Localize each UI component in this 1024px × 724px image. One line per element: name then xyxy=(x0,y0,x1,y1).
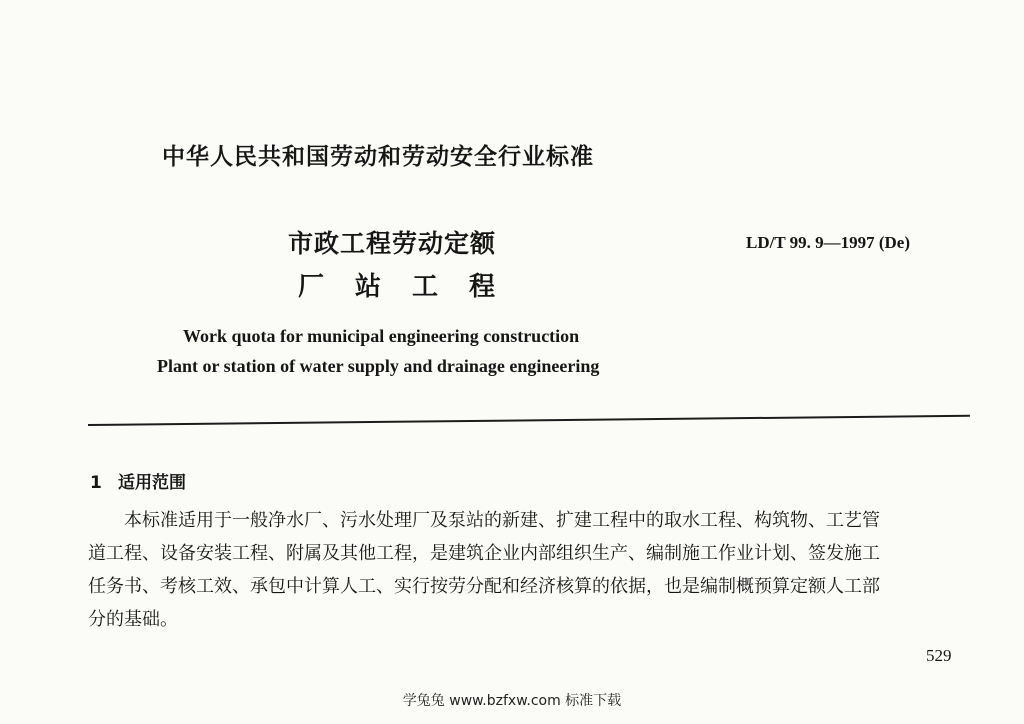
standard-code: LD/T 99. 9—1997 (De) xyxy=(746,233,911,252)
section-heading xyxy=(90,468,186,493)
standard-subtitle: 厂站工程 xyxy=(298,272,527,302)
section-body xyxy=(88,504,988,636)
english-title-line-2: Plant or station of water supply and drainage engineering xyxy=(157,356,600,376)
body-line: 道工程、设备安装工程、附属及其他工程，是建筑企业内部组织生产、编制施工作业计划、签发施工 xyxy=(88,543,880,564)
page-number: 529 xyxy=(926,646,952,665)
english-title-line-1: Work quota for municipal engineering construction xyxy=(183,326,580,346)
standard-name: 市政工程劳动定额 xyxy=(288,229,497,258)
body-line: 本标准适用于一般净水厂、污水处理厂及泵站的新建、扩建工程中的取水工程、构筑物、工艺管 xyxy=(124,510,880,531)
section-number: 1 xyxy=(90,473,102,493)
download-watermark: 学兔兔 www.bzfxw.com 标准下载 xyxy=(402,693,622,709)
body-line: 分的基础。 xyxy=(88,609,178,630)
industry-standard-header: 中华人民共和国劳动和劳动安全行业标准 xyxy=(162,144,594,170)
section-title: 适用范围 xyxy=(118,473,186,493)
body-line: 任务书、考核工效、承包中计算人工、实行按劳分配和经济核算的依据，也是编制概预算定额人工部 xyxy=(88,576,880,597)
title-divider xyxy=(88,415,970,426)
